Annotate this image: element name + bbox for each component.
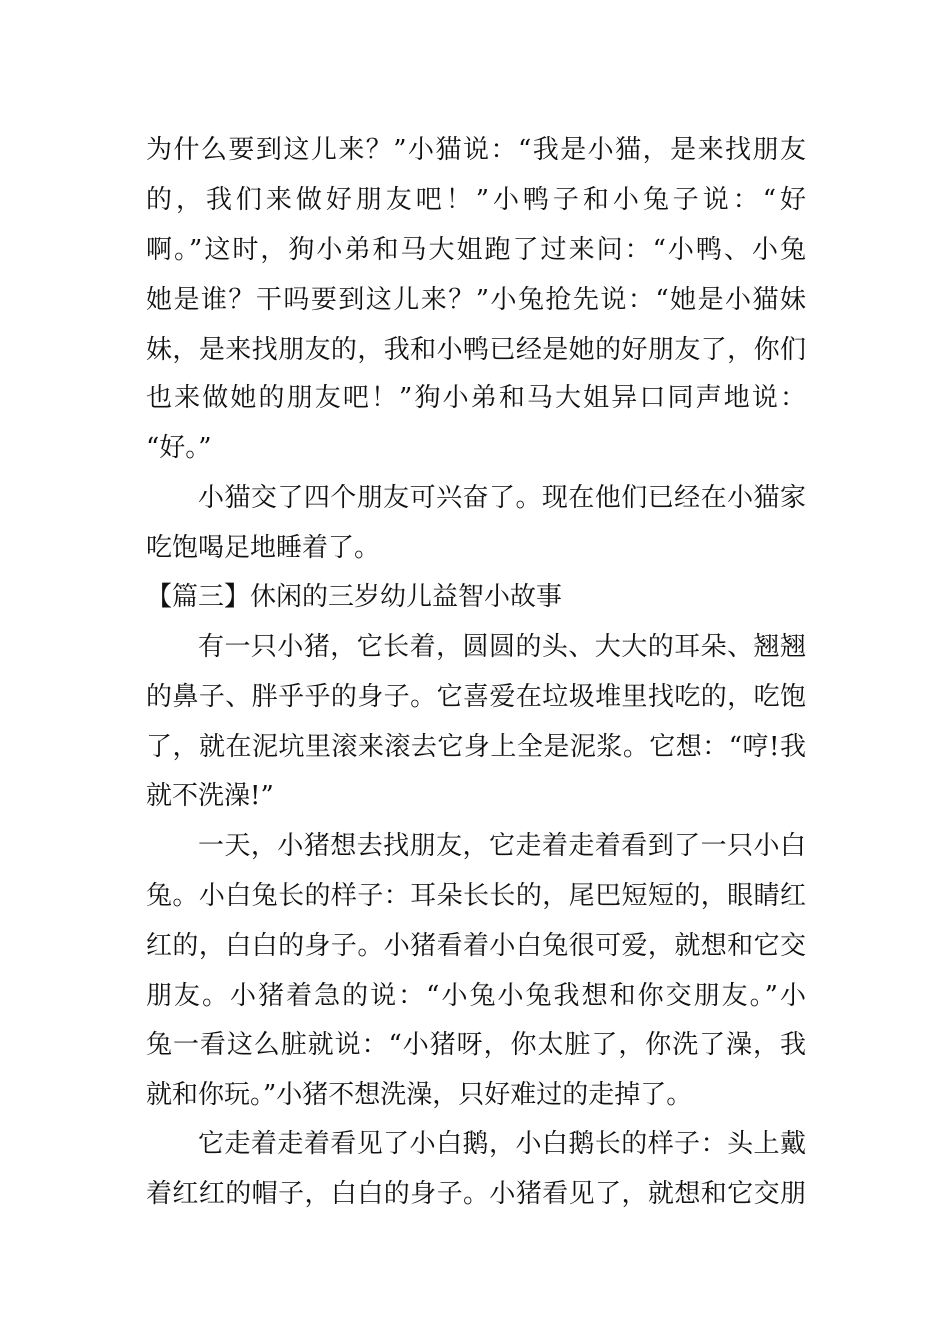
text-line: 小猫交了四个朋友可兴奋了。现在他们已经在小猫家	[198, 483, 806, 513]
text-line: 的，我们来做好朋友吧！”小鸭子和小兔子说：“好	[146, 185, 806, 215]
text-line: 她是谁？干吗要到这儿来？”小兔抢先说：“她是小猫妹	[146, 285, 806, 315]
section-heading: 【篇三】休闲的三岁幼儿益智小故事	[146, 582, 563, 612]
text-line: 也来做她的朋友吧！”狗小弟和马大姐异口同声地说：	[146, 383, 806, 413]
text-line: 吃饱喝足地睡着了。	[146, 533, 381, 563]
text-line: 朋友。小猪着急的说：“小兔小兔我想和你交朋友。”小	[146, 981, 806, 1011]
text-line: 着红红的帽子，白白的身子。小猪看见了，就想和它交朋	[146, 1179, 806, 1209]
text-line: 啊。”这时，狗小弟和马大姐跑了过来问：“小鸭、小兔	[146, 235, 806, 265]
text-line: 就和你玩。”小猪不想洗澡，只好难过的走掉了。	[146, 1080, 693, 1110]
text-line: 兔一看这么脏就说：“小猪呀，你太脏了，你洗了澡，我	[146, 1030, 806, 1060]
text-line: 红的，白白的身子。小猪看着小白兔很可爱，就想和它交	[146, 931, 806, 961]
text-line: 了，就在泥坑里滚来滚去它身上全是泥浆。它想：“哼!我	[146, 732, 806, 762]
text-line: 它走着走着看见了小白鹅，小白鹅长的样子：头上戴	[198, 1129, 806, 1159]
text-line: 一天，小猪想去找朋友，它走着走着看到了一只小白	[198, 831, 806, 861]
text-line: 的鼻子、胖乎乎的身子。它喜爱在垃圾堆里找吃的，吃饱	[146, 682, 806, 712]
text-line: 为什么要到这儿来？”小猫说：“我是小猫，是来找朋友	[146, 135, 806, 165]
text-line: 就不洗澡!”	[146, 781, 274, 811]
text-line: 妹，是来找朋友的，我和小鸭已经是她的好朋友了，你们	[146, 335, 806, 365]
text-line: 兔。小白兔长的样子：耳朵长长的，尾巴短短的，眼睛红	[146, 881, 806, 911]
text-line: “好。”	[146, 433, 212, 463]
text-line: 有一只小猪，它长着，圆圆的头、大大的耳朵、翘翘	[198, 632, 806, 662]
